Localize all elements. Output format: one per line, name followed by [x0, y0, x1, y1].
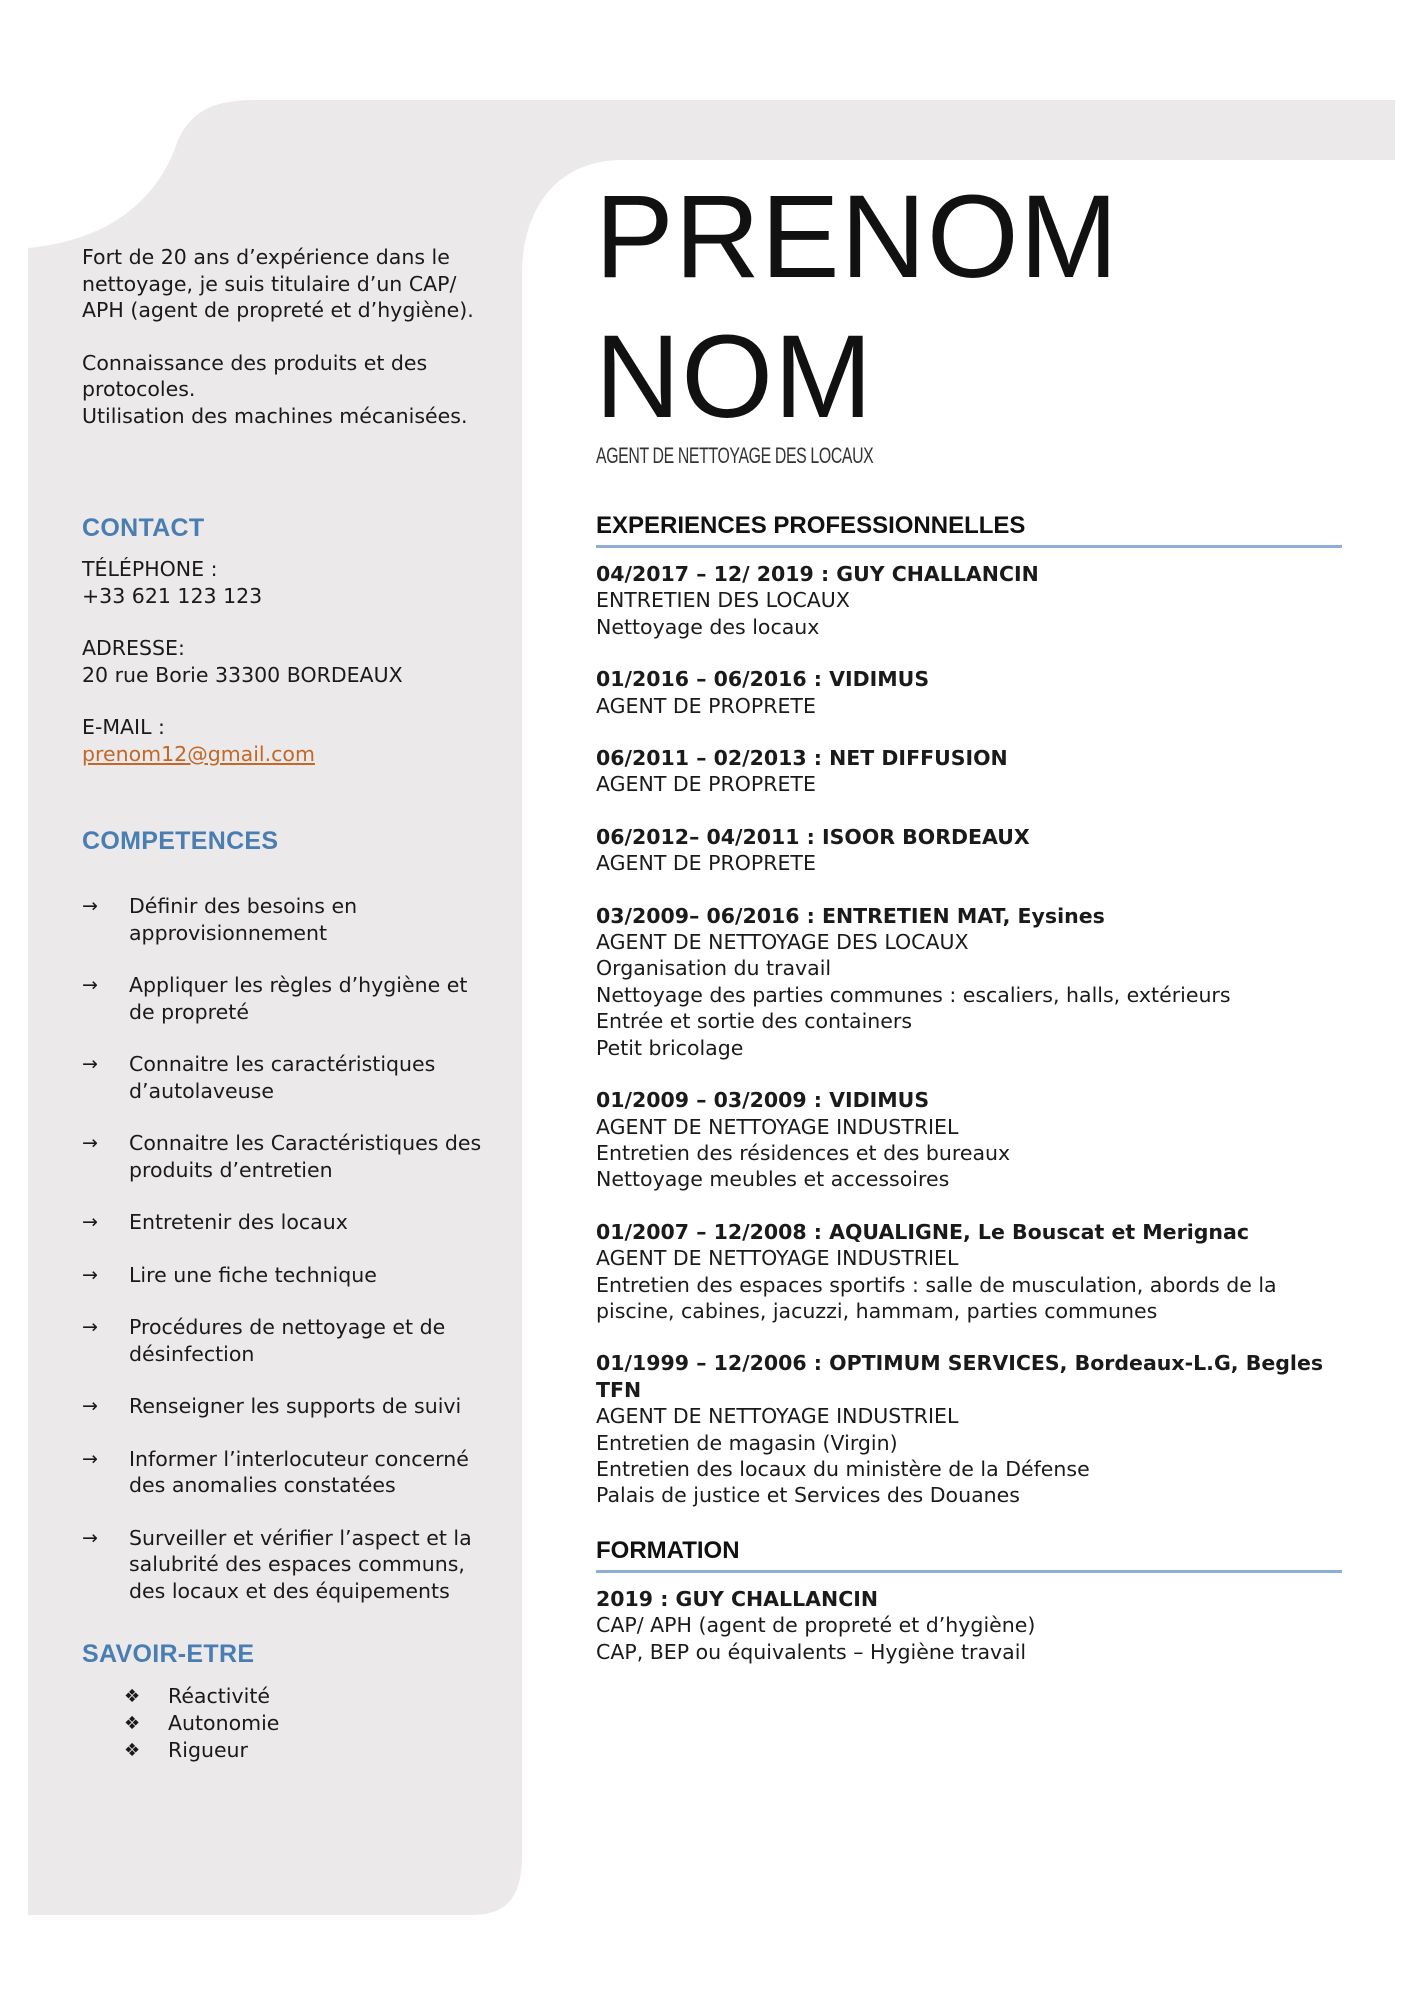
competence-item	[82, 1130, 482, 1183]
savoir-etre-item	[124, 1737, 524, 1764]
contact-heading: CONTACT	[82, 514, 205, 542]
arrow-right-icon: →	[82, 1263, 98, 1286]
arrow-right-icon: →	[82, 895, 98, 917]
email-block	[82, 714, 482, 767]
competence-item	[82, 1314, 482, 1367]
competence-item	[82, 1209, 482, 1236]
address-value: 20 rue Borie 33300 BORDEAUX	[82, 662, 403, 687]
experiences-heading: EXPERIENCES PROFESSIONNELLES	[596, 512, 1342, 548]
competence-text: Surveiller et vérifier l’aspect et la salubrité des espaces communs, des locaux et des équipements	[129, 1525, 472, 1603]
entry-heading: 06/2011 – 02/2013 : NET DIFFUSION	[596, 746, 1008, 771]
email-label: E-MAIL :	[82, 715, 165, 739]
savoir-etre-text: Réactivité	[168, 1684, 270, 1708]
experience-entry	[596, 824, 1356, 877]
job-title: AGENT DE NETTOYAGE DES LOCAUX	[596, 443, 874, 468]
formation-heading: FORMATION	[596, 1537, 1342, 1573]
competence-text: Appliquer les règles d’hygiène et de propreté	[129, 973, 468, 1024]
formation-list	[596, 1586, 1356, 1691]
competence-text: Informer l’interlocuteur concerné des anomalies constatées	[129, 1446, 469, 1497]
entry-line: AGENT DE NETTOYAGE DES LOCAUX	[596, 930, 969, 955]
entry-line: ENTRETIEN DES LOCAUX	[596, 588, 850, 613]
phone-value[interactable]: +33 621 123 123	[82, 583, 263, 608]
experience-entry	[596, 561, 1356, 640]
contact-block	[82, 556, 482, 793]
entry-line: CAP, BEP ou équivalents – Hygiène travail	[596, 1639, 1027, 1664]
diamond-bullet-icon: ❖	[124, 1713, 141, 1734]
arrow-right-icon: →	[82, 1211, 98, 1233]
intro-line: Connaissance des produits et des protocoles.	[82, 350, 428, 401]
entry-heading: 01/1999 – 12/2006 : OPTIMUM SERVICES, Bordeaux-L.G, Begles TFN	[596, 1351, 1324, 1402]
entry-line: AGENT DE PROPRETE	[596, 851, 816, 876]
diamond-bullet-icon: ❖	[124, 1740, 141, 1761]
phone-block	[82, 556, 482, 609]
entry-line: Entretien des locaux du ministère de la Défense	[596, 1456, 1090, 1481]
intro-paragraph-skills	[82, 350, 482, 430]
diamond-bullet-icon: ❖	[124, 1686, 141, 1707]
phone-label: TÉLÉPHONE :	[82, 557, 218, 581]
competence-item	[82, 1262, 482, 1289]
entry-heading: 01/2007 – 12/2008 : AQUALIGNE, Le Bouscat et Merignac	[596, 1219, 1249, 1244]
arrow-right-icon: →	[82, 974, 98, 996]
last-name: NOM	[595, 311, 874, 443]
entry-heading: 2019 : GUY CHALLANCIN	[596, 1587, 879, 1611]
entry-line: Palais de justice et Services des Douanes	[596, 1483, 1020, 1508]
competence-text: Connaitre les Caractéristiques des produits d’entretien	[129, 1131, 482, 1182]
entry-line: Petit bricolage	[596, 1035, 744, 1060]
intro-line: Utilisation des machines mécanisées.	[82, 403, 468, 428]
experience-entry	[596, 745, 1356, 798]
entry-line: Organisation du travail	[596, 956, 832, 981]
competence-item	[82, 1393, 482, 1420]
experience-entry	[596, 1219, 1356, 1325]
experience-entry	[596, 903, 1356, 1061]
address-label: ADRESSE:	[82, 636, 185, 660]
competence-text: Lire une fiche technique	[129, 1262, 377, 1287]
competence-text: Procédures de nettoyage et de désinfection	[129, 1315, 446, 1366]
competence-item	[82, 1051, 482, 1104]
competence-text: Renseigner les supports de suivi	[129, 1394, 462, 1418]
entry-line: Nettoyage des locaux	[596, 614, 820, 639]
arrow-right-icon: →	[82, 1447, 98, 1470]
arrow-right-icon: →	[82, 1316, 98, 1338]
savoir-etre-heading: SAVOIR-ETRE	[82, 1640, 255, 1668]
competence-item	[82, 1525, 482, 1605]
arrow-right-icon: →	[82, 1132, 98, 1154]
intro-paragraph: Fort de 20 ans d’expérience dans le nettoyage, je suis titulaire d’un CAP/ APH (agent de propreté et d’hygiène).	[82, 245, 474, 322]
competences-heading: COMPETENCES	[82, 827, 279, 855]
entry-line: AGENT DE NETTOYAGE INDUSTRIEL	[596, 1246, 959, 1271]
arrow-right-icon: →	[82, 1526, 98, 1549]
entry-heading: 06/2012– 04/2011 : ISOOR BORDEAUX	[596, 824, 1030, 849]
entry-line: Entretien des espaces sportifs : salle de musculation, abords de la piscine, cabines, jacuzzi, hammam, parties communes	[596, 1272, 1277, 1323]
address-block	[82, 635, 482, 688]
savoir-etre-text: Autonomie	[168, 1711, 280, 1735]
formation-entry	[596, 1586, 1356, 1665]
competence-item	[82, 972, 482, 1025]
entry-line: Nettoyage meubles et accessoires	[596, 1167, 950, 1192]
competence-item	[82, 1446, 482, 1499]
experience-entry	[596, 1087, 1356, 1193]
entry-heading: 01/2016 – 06/2016 : VIDIMUS	[596, 667, 930, 692]
competence-item	[82, 893, 482, 946]
entry-line: AGENT DE NETTOYAGE INDUSTRIEL	[596, 1114, 959, 1139]
intro-summary	[82, 244, 482, 455]
experiences-list	[596, 561, 1356, 1535]
competence-text: Entretenir des locaux	[129, 1210, 348, 1234]
experience-entry	[596, 666, 1356, 719]
entry-line: AGENT DE NETTOYAGE INDUSTRIEL	[596, 1404, 959, 1429]
competence-text: Définir des besoins en approvisionnement	[129, 894, 358, 945]
entry-line: Entrée et sortie des containers	[596, 1009, 913, 1034]
entry-heading: 04/2017 – 12/ 2019 : GUY CHALLANCIN	[596, 562, 1039, 586]
entry-line: Entretien des résidences et des bureaux	[596, 1140, 1011, 1165]
entry-heading: 03/2009– 06/2016 : ENTRETIEN MAT, Eysines	[596, 903, 1105, 928]
competence-text: Connaitre les caractéristiques d’autolaveuse	[129, 1052, 436, 1103]
savoir-etre-text: Rigueur	[168, 1738, 248, 1762]
entry-line: CAP/ APH (agent de propreté et d’hygiène)	[596, 1613, 1036, 1638]
email-link[interactable]: prenom12@gmail.com	[82, 741, 315, 766]
savoir-etre-list	[124, 1683, 524, 1764]
entry-heading: 01/2009 – 03/2009 : VIDIMUS	[596, 1088, 930, 1113]
entry-line: Nettoyage des parties communes : escaliers, halls, extérieurs	[596, 982, 1231, 1007]
arrow-right-icon: →	[82, 1395, 98, 1417]
first-name: PRENOM	[595, 171, 1119, 303]
arrow-right-icon: →	[82, 1053, 98, 1075]
entry-line: AGENT DE PROPRETE	[596, 772, 816, 797]
entry-line: Entretien de magasin (Virgin)	[596, 1430, 898, 1455]
savoir-etre-item	[124, 1683, 524, 1710]
savoir-etre-item	[124, 1710, 524, 1737]
experience-entry	[596, 1350, 1356, 1508]
entry-line: AGENT DE PROPRETE	[596, 693, 816, 718]
competences-list	[82, 893, 482, 1630]
